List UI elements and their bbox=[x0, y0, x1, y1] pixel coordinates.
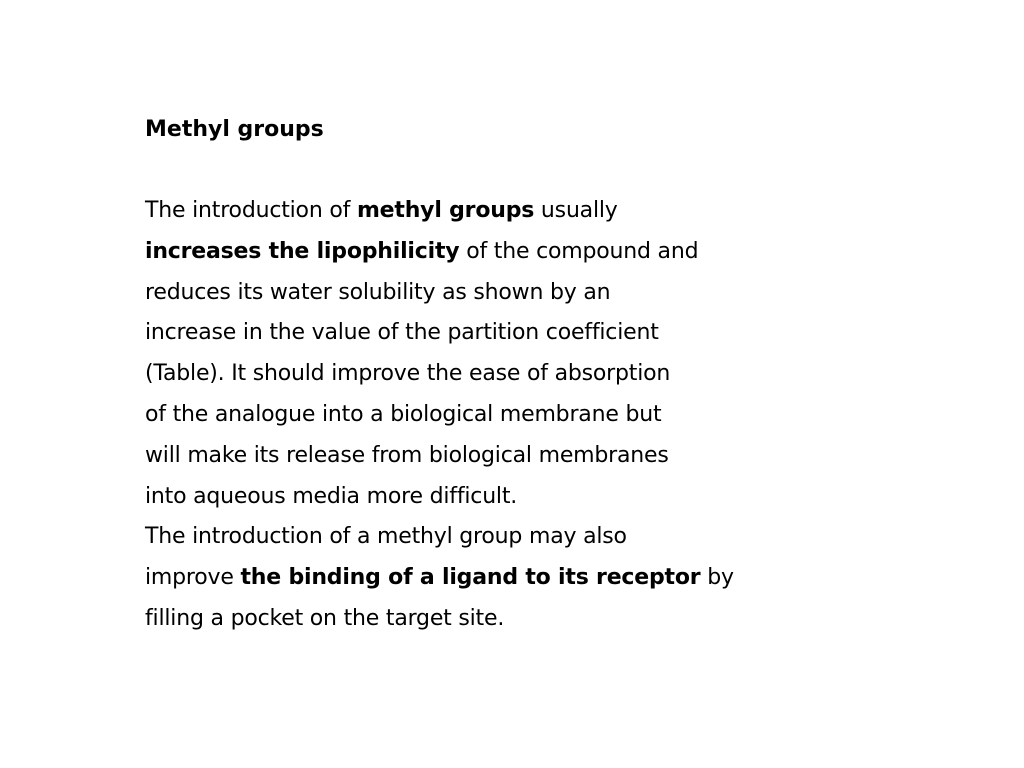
text-line: reduces its water solubility as shown by an bbox=[145, 279, 611, 305]
text-line: (Table). It should improve the ease of absorption bbox=[145, 361, 671, 387]
slide-content bbox=[145, 110, 845, 640]
bold-term: increases the lipophilicity bbox=[145, 238, 460, 264]
text-run: of the compound and bbox=[459, 238, 699, 264]
paragraph-methyl-binding bbox=[145, 517, 845, 639]
text-run: The introduction of bbox=[145, 198, 357, 223]
spacer bbox=[145, 150, 845, 191]
slide-title: Methyl groups bbox=[145, 117, 324, 142]
bold-term: methyl groups bbox=[356, 198, 535, 223]
text-run: by bbox=[700, 565, 734, 591]
text-line: will make its release from biological membranes bbox=[145, 442, 669, 468]
text-run: usually bbox=[534, 198, 618, 223]
paragraph-methyl-lipophilicity bbox=[145, 191, 845, 517]
text-line bbox=[145, 558, 845, 599]
text-line: increase in the value of the partition coefficient bbox=[145, 320, 659, 346]
text-line: The introduction of a methyl group may also bbox=[145, 524, 627, 550]
text-line: of the analogue into a biological membrane but bbox=[145, 401, 662, 427]
text-run: improve bbox=[145, 565, 241, 591]
text-line bbox=[145, 232, 845, 273]
text-line: filling a pocket on the target site. bbox=[145, 605, 505, 631]
bold-term: the binding of a ligand to its receptor bbox=[240, 565, 701, 591]
text-line: into aqueous media more difficult. bbox=[145, 483, 518, 509]
text-line bbox=[145, 191, 845, 232]
